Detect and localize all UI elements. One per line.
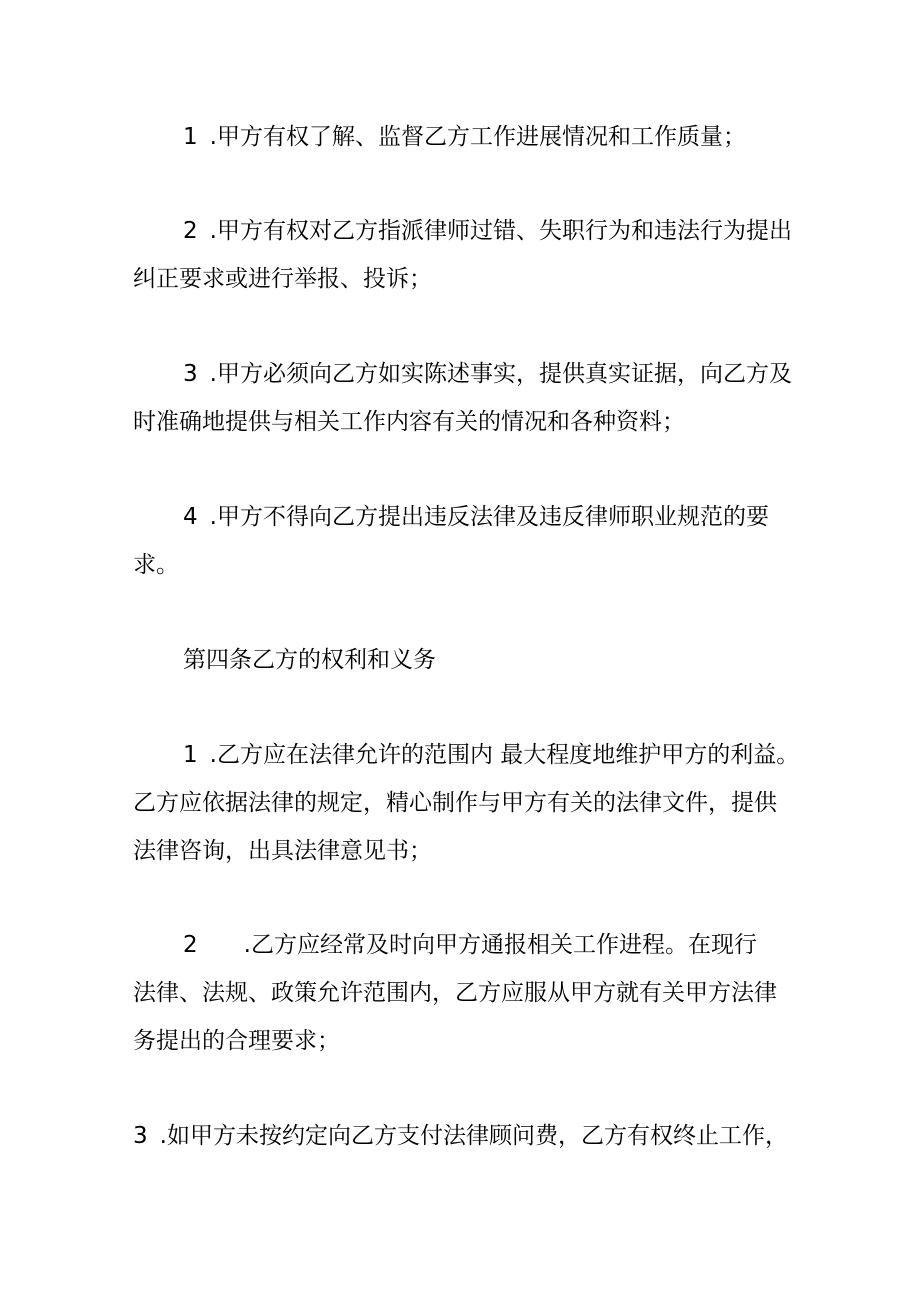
clause-text-line: 甲方必须向乙方如实陈述事实，提供真实证据，向乙方及 <box>216 361 792 387</box>
clause-text-line: 乙方应经常及时向甲方通报相关工作进程。在现行 <box>250 932 757 958</box>
clause-number: 3 <box>183 361 198 387</box>
clause-number: 4 <box>183 504 198 530</box>
clause-1-party-b: 1 .乙方应在法律允许的范围内 最大程度地维护甲方的利益。 乙方应依据法律的规定，精心制作与甲方有关的法律文件，提供 法律咨询，出具法律意见书； <box>133 731 793 875</box>
clause-number: 1 <box>183 124 198 150</box>
article-heading <box>133 636 793 684</box>
clause-2-party-b: 2 .乙方应经常及时向甲方通报相关工作进程。在现行 法律、法规、政策允许范围内，乙方应服从甲方就有关甲方法律 务提出的合理要求； <box>133 921 793 1065</box>
clause-text-line: 乙方应依据法律的规定，精心制作与甲方有关的法律文件，提供 <box>133 790 777 816</box>
clause-text-line: 法律咨询，出具法律意见书； <box>133 838 432 864</box>
clause-number: 1 <box>183 742 198 768</box>
clause-text-line: 如甲方未按约定向乙方支付法律顾问费，乙方有权终止工作， <box>166 1123 788 1149</box>
clause-1-party-a: 1 .甲方有权了解、监督乙方工作进展情况和工作质量； <box>133 113 793 161</box>
clause-4-party-a: 4 .甲方不得向乙方提出违反法律及违反律师职业规范的要 求。 <box>133 493 793 589</box>
clause-text-line: 务提出的合理要求； <box>133 1028 340 1054</box>
clause-text-line: 纠正要求或进行举报、投诉； <box>133 266 432 292</box>
clause-text-line: 甲方不得向乙方提出违反法律及违反律师职业规范的要 <box>216 504 769 530</box>
clause-text-line: 甲方有权对乙方指派律师过错、失职行为和违法行为提出 <box>216 218 792 244</box>
clause-text-line: 甲方有权了解、监督乙方工作进展情况和工作质量； <box>216 124 746 150</box>
clause-text-line: 乙方应在法律允许的范围内 最大程度地维护甲方的利益。 <box>216 742 800 768</box>
clause-3-party-b: 3 .如甲方未按约定向乙方支付法律顾问费，乙方有权终止工作， <box>133 1112 793 1160</box>
clause-number: 2 <box>183 218 198 244</box>
article-heading-text: 第四条乙方的权利和义务 <box>183 647 436 673</box>
clause-number: 2 <box>183 932 198 958</box>
clause-number: 3 <box>133 1123 148 1149</box>
clause-text-line: 求。 <box>133 552 179 578</box>
clause-text-line: 时准确地提供与相关工作内容有关的情况和各种资料； <box>133 409 685 435</box>
clause-text-line: 法律、法规、政策允许范围内，乙方应服从甲方就有关甲方法律 <box>133 980 777 1006</box>
clause-3-party-a: 3 .甲方必须向乙方如实陈述事实，提供真实证据，向乙方及 时准确地提供与相关工作内容有关的情况和各种资料； <box>133 350 793 446</box>
clause-2-party-a: 2 .甲方有权对乙方指派律师过错、失职行为和违法行为提出 纠正要求或进行举报、投诉； <box>133 207 793 303</box>
